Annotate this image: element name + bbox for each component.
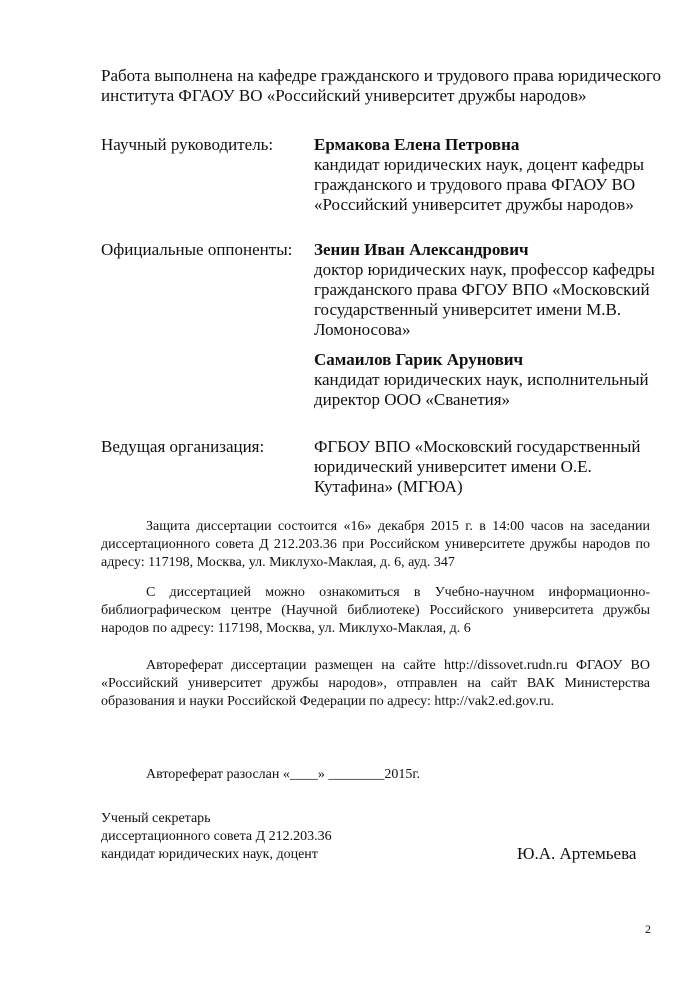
opponent-line: директор ООО «Сванетия» (314, 390, 511, 409)
signature-line: диссертационного совета Д 212.203.36 (101, 829, 332, 844)
abstract-paragraph: Автореферат диссертации размещен на сайте http://dissovet.rudn.ru ФГАОУ ВО «Российский университет дружбы народов», отправлен на сайт ВАК Министерства образования и науки Российской Федерации по адресу: http://vak2.ed.gov.ru. (101, 658, 650, 709)
supervisor-name: Ермакова Елена Петровна (314, 135, 520, 154)
opponent-line: кандидат юридических наук, исполнительный (314, 370, 649, 389)
leading-org-label: Ведущая организация: (101, 437, 265, 456)
intro-line-1: Работа выполнена на кафедре гражданского и трудового права юридического (101, 66, 662, 85)
page-number: 2 (645, 922, 651, 936)
signature-name: Ю.А. Артемьева (517, 844, 637, 863)
leading-org-line: ФГБОУ ВПО «Московский государственный (314, 437, 641, 456)
signature-block (101, 810, 332, 864)
supervisor-line: гражданского и трудового права ФГАОУ ВО (314, 175, 636, 194)
signature-line: Ученый секретарь (101, 811, 211, 826)
opponent-name: Зенин Иван Александрович (314, 240, 529, 259)
opponent-name: Самаилов Гарик Арунович (314, 350, 524, 369)
opponents-label: Официальные оппоненты: (101, 240, 293, 259)
opponent-1-info (314, 240, 674, 340)
intro-line-2: института ФГАОУ ВО «Российский университет дружбы народов» (101, 86, 587, 105)
intro-text (101, 66, 691, 106)
abstract-sent-line: Автореферат разослан «____» ________2015г. (146, 767, 421, 782)
opponent-line: доктор юридических наук, профессор кафедры (314, 260, 655, 279)
library-paragraph: С диссертацией можно ознакомиться в Учебно-научном информационно-библиографическом центре (Научной библиотеке) Российского университета дружбы народов по адресу: 117198, Москва, ул. Миклухо-Маклая, д. 6 (101, 585, 650, 636)
defense-paragraph: Защита диссертации состоится «16» декабря 2015 г. в 14:00 часов на заседании диссертационного совета Д 212.203.36 при Российском университете дружбы народов по адресу: 117198, Москва, ул. Миклухо-Маклая, д. 6, ауд. 347 (101, 519, 650, 570)
leading-org-line: Кутафина» (МГЮА) (314, 477, 463, 496)
supervisor-line: «Российский университет дружбы народов» (314, 195, 634, 214)
opponent-line: государственный университет имени М.В. (314, 300, 622, 319)
supervisor-line: кандидат юридических наук, доцент кафедры (314, 155, 645, 174)
opponent-line: Ломоносова» (314, 320, 411, 339)
signature-line: кандидат юридических наук, доцент (101, 847, 318, 862)
leading-org-line: юридический университет имени О.Е. (314, 457, 592, 476)
supervisor-info (314, 135, 674, 215)
opponent-line: гражданского права ФГОУ ВПО «Московский (314, 280, 650, 299)
leading-org-info (314, 437, 674, 497)
opponent-2-info (314, 350, 674, 410)
supervisor-label: Научный руководитель: (101, 135, 274, 154)
